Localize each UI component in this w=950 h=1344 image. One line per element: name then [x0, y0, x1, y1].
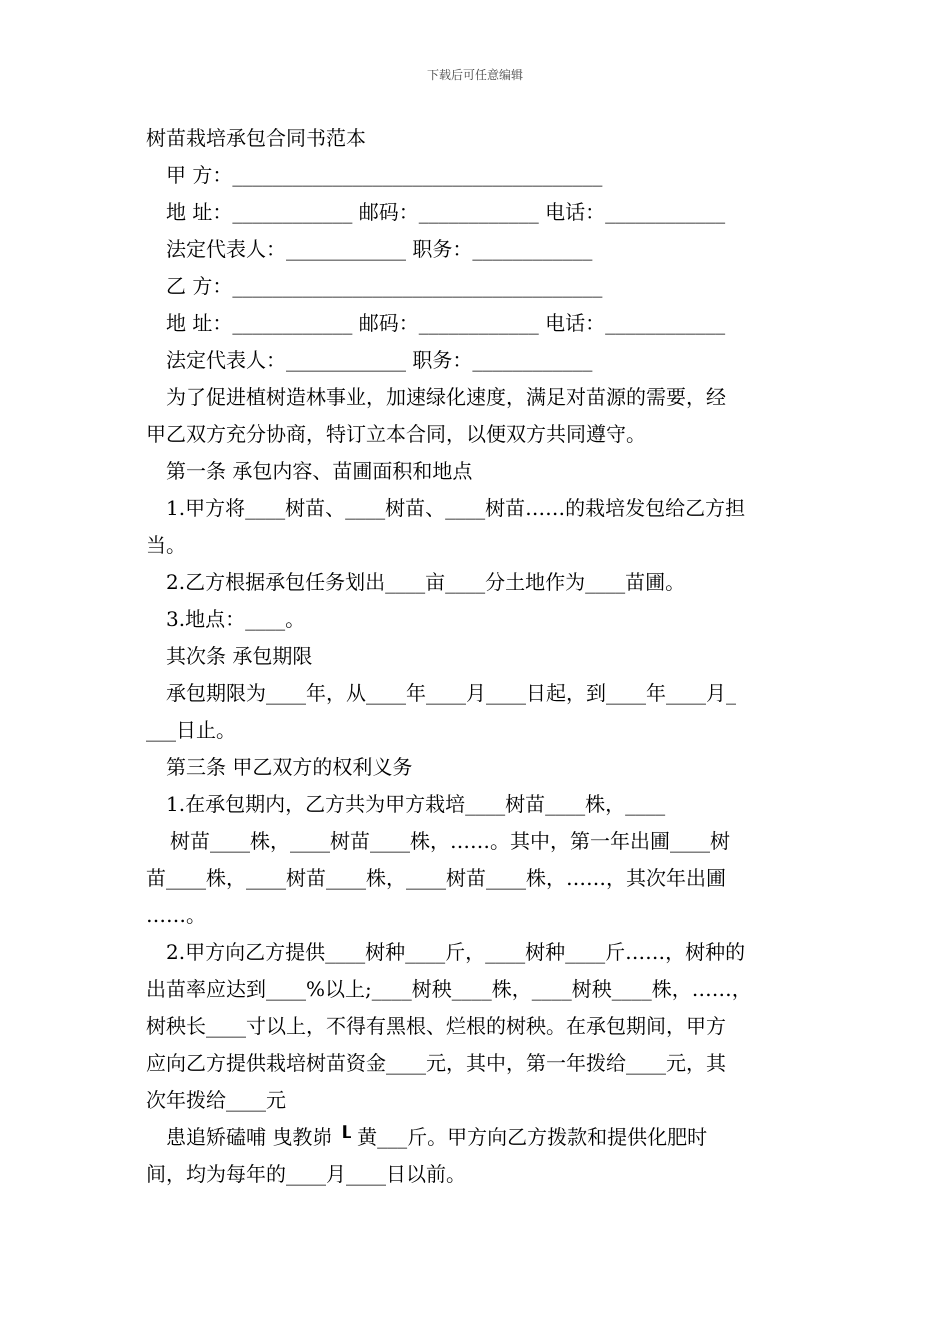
article-2-text-cont: ___日止。	[146, 718, 236, 742]
party-a-line: 甲 方：_____________________________________	[166, 163, 603, 187]
preamble-line-2: 甲乙双方充分协商，特订立本合同，以便双方共同遵守。	[146, 422, 646, 446]
article-3-item-2-cont-2: 树秧长____寸以上，不得有黑根、烂根的树秧。在承包期间，甲方	[146, 1014, 726, 1038]
document-title: 树苗栽培承包合同书范本	[146, 126, 366, 150]
article-1-heading: 第一条 承包内容、苗圃面积和地点	[166, 459, 473, 483]
page-header: 下载后可任意编辑	[426, 68, 523, 82]
article-3-item-2: 2.甲方向乙方提供____树种____斤，____树种____斤……，树种的	[166, 940, 746, 964]
party-b-line: 乙 方：_____________________________________	[166, 274, 603, 298]
article-2-text: 承包期限为____年，从____年____月____日起，到____年____月_	[166, 681, 736, 705]
article-3-item-1-cont-3: ……。	[146, 903, 206, 927]
contract-body	[146, 120, 810, 1193]
article-3-item-3-cont: 间，均为每年的____月____日以前。	[146, 1162, 466, 1186]
party-a-representative-line: 法定代表人：____________ 职务：____________	[166, 237, 593, 261]
article-1-item-1: 1.甲方将____树苗、____树苗、____树苗……的栽培发包给乙方担	[166, 496, 746, 520]
article-3-heading: 第三条 甲乙双方的权利义务	[166, 755, 413, 779]
party-b-representative-line: 法定代表人：____________ 职务：____________	[166, 348, 593, 372]
article-1-item-3: 3.地点：____。	[166, 607, 306, 631]
party-a-address-line: 地 址：____________ 邮码：____________ 电话：____________	[166, 200, 726, 224]
article-1-item-1-cont: 当。	[146, 533, 186, 557]
article-3-item-1: 1.在承包期内，乙方共为甲方栽培____树苗____株，____	[166, 792, 666, 816]
preamble-line-1: 为了促进植树造林事业，加速绿化速度，满足对苗源的需要，经	[166, 385, 726, 409]
article-1-item-2: 2.乙方根据承包任务划出____亩____分土地作为____苗圃。	[166, 570, 686, 594]
article-3-item-1-cont-1: 树苗____株，____树苗____株，……。其中，第一年出圃____树	[170, 829, 730, 853]
party-b-address-line: 地 址：____________ 邮码：____________ 电话：____________	[166, 311, 726, 335]
article-3-item-3: 患追矫磕哺 曳教峁 ┖ 黄___斤。甲方向乙方拨款和提供化肥时	[166, 1125, 708, 1149]
article-3-item-1-cont-2: 苗____株，____树苗____株，____树苗____株，……，其次年出圃	[146, 866, 726, 890]
article-3-item-2-cont-4: 次年拨给____元	[146, 1088, 286, 1112]
article-2-heading: 其次条 承包期限	[166, 644, 313, 668]
article-3-item-2-cont-1: 出苗率应达到____%以上;____树秧____株，____树秧____株，……，	[146, 977, 752, 1001]
article-3-item-2-cont-3: 应向乙方提供栽培树苗资金____元，其中，第一年拨给____元，其	[146, 1051, 726, 1075]
